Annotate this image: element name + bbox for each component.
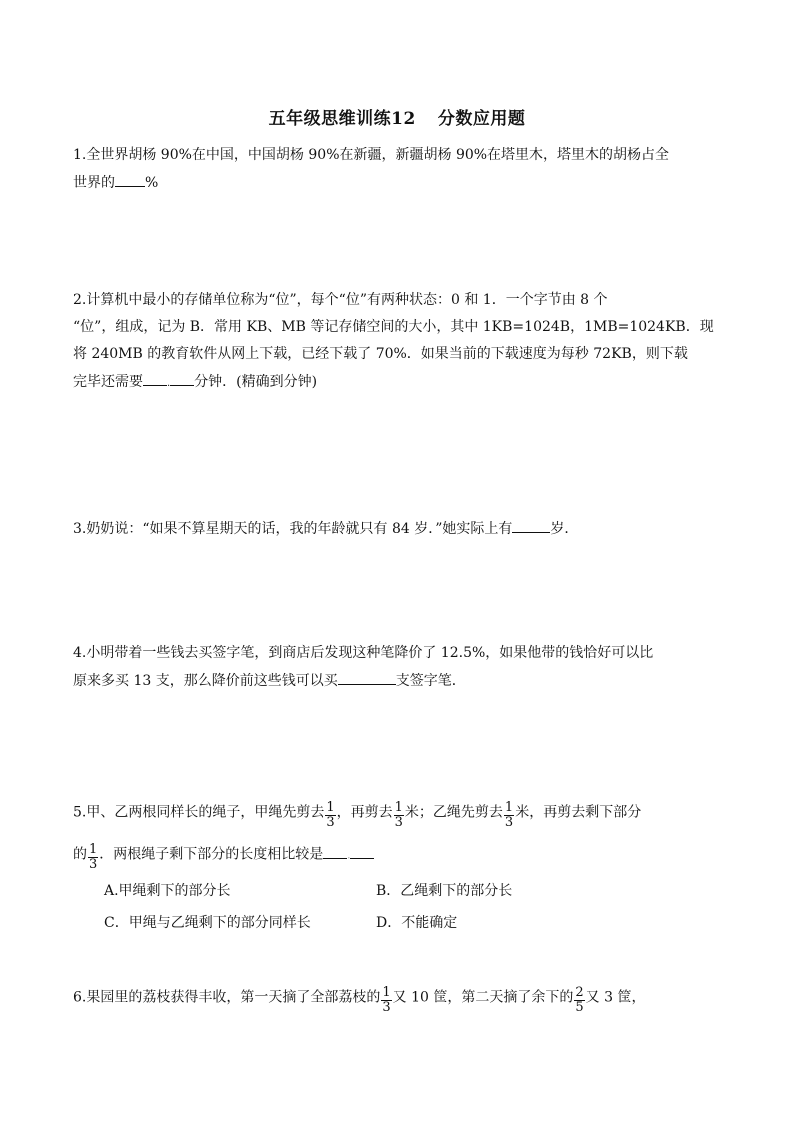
title-topic: 分数应用题 xyxy=(437,109,526,129)
question-5-line-2: 的 $\frac{1}{3}$ ．两根绳子剩下部分的长度相比较是 . xyxy=(73,840,374,869)
question-number: 6. xyxy=(73,989,87,1006)
fraction-one-third: $\frac{1}{3}$ xyxy=(394,800,403,830)
question-5-line-1: 5.甲、乙两根同样长的绳子，甲绳先剪去 $\frac{1}{3}$ ，再剪去 $\frac{1}{3}$ 米；乙绳先剪去 $\frac{1}{3}$ 米，再剪去剩下部分 xyxy=(73,800,642,830)
fraction-two-fifths: $\frac{2}{5}$ xyxy=(575,985,584,1015)
fraction-one-third: $\frac{1}{3}$ xyxy=(382,985,391,1015)
question-2-line-3: 将 240MB 的教育软件从网上下载，已经下载了 70%．如果当前的下载速度为每秒 72KB，则下载 xyxy=(73,346,688,362)
answer-blank[interactable] xyxy=(143,371,167,386)
answer-blank[interactable] xyxy=(338,670,396,685)
question-2-line-4: 完毕还需要 . 分钟．(精确到分钟) xyxy=(73,371,317,394)
question-3-line-1: 3.奶奶说：“如果不算星期天的话，我的年龄就只有 84 岁．”她实际上有 岁． xyxy=(73,518,578,539)
question-1-line-1: 1.全世界胡杨 90%在中国，中国胡杨 90%在新疆，新疆胡杨 90%在塔里木，塔里木的胡杨占全 xyxy=(73,147,670,163)
title-main: 五年级思维训练12 xyxy=(268,109,416,129)
option-c[interactable]: C．甲绳与乙绳剩下的部分同样长 xyxy=(104,915,311,931)
question-4-line-2: 原来多买 13 支，那么降价前这些钱可以买 支签字笔． xyxy=(73,670,466,691)
fraction-one-third: $\frac{1}{3}$ xyxy=(504,800,514,830)
fraction-one-third: $\frac{1}{3}$ xyxy=(89,842,98,872)
option-d[interactable]: D．不能确定 xyxy=(376,915,458,931)
question-number: 5. xyxy=(73,804,87,821)
page-title xyxy=(0,104,794,129)
question-number: 1. xyxy=(73,147,87,163)
question-number: 2. xyxy=(73,292,87,308)
question-2-line-1: 2.计算机中最小的存储单位称为“位”，每个“位”有两种状态：0 和 1．一个字节由 8 个 xyxy=(73,292,608,308)
fraction-one-third: $\frac{1}{3}$ xyxy=(326,800,335,830)
question-6-line-1: 6.果园里的荔枝获得丰收，第一天摘了全部荔枝的 $\frac{1}{3}$ 又 10 筐，第二天摘了余下的 $\frac{2}{5}$ 又 3 筐， xyxy=(73,985,646,1015)
answer-blank[interactable] xyxy=(115,172,145,187)
answer-blank[interactable] xyxy=(350,844,374,859)
question-2-line-2: “位”，组成，记为 B．常用 KB、MB 等记存储空间的大小，其中 1KB=1024B，1MB=1024KB．现 xyxy=(73,319,714,335)
answer-blank[interactable] xyxy=(323,844,347,859)
option-b[interactable]: B．乙绳剩下的部分长 xyxy=(376,883,513,899)
answer-blank[interactable] xyxy=(512,518,550,533)
question-4-line-1: 4.小明带着一些钱去买签字笔，到商店后发现这种笔降价了 12.5%，如果他带的钱恰好可以比 xyxy=(73,645,654,661)
option-a[interactable]: A.甲绳剩下的部分长 xyxy=(104,883,231,899)
question-number: 3. xyxy=(73,521,87,537)
question-number: 4. xyxy=(73,645,87,661)
answer-blank[interactable] xyxy=(170,371,194,386)
question-1-line-2: 世界的 % xyxy=(73,172,158,193)
